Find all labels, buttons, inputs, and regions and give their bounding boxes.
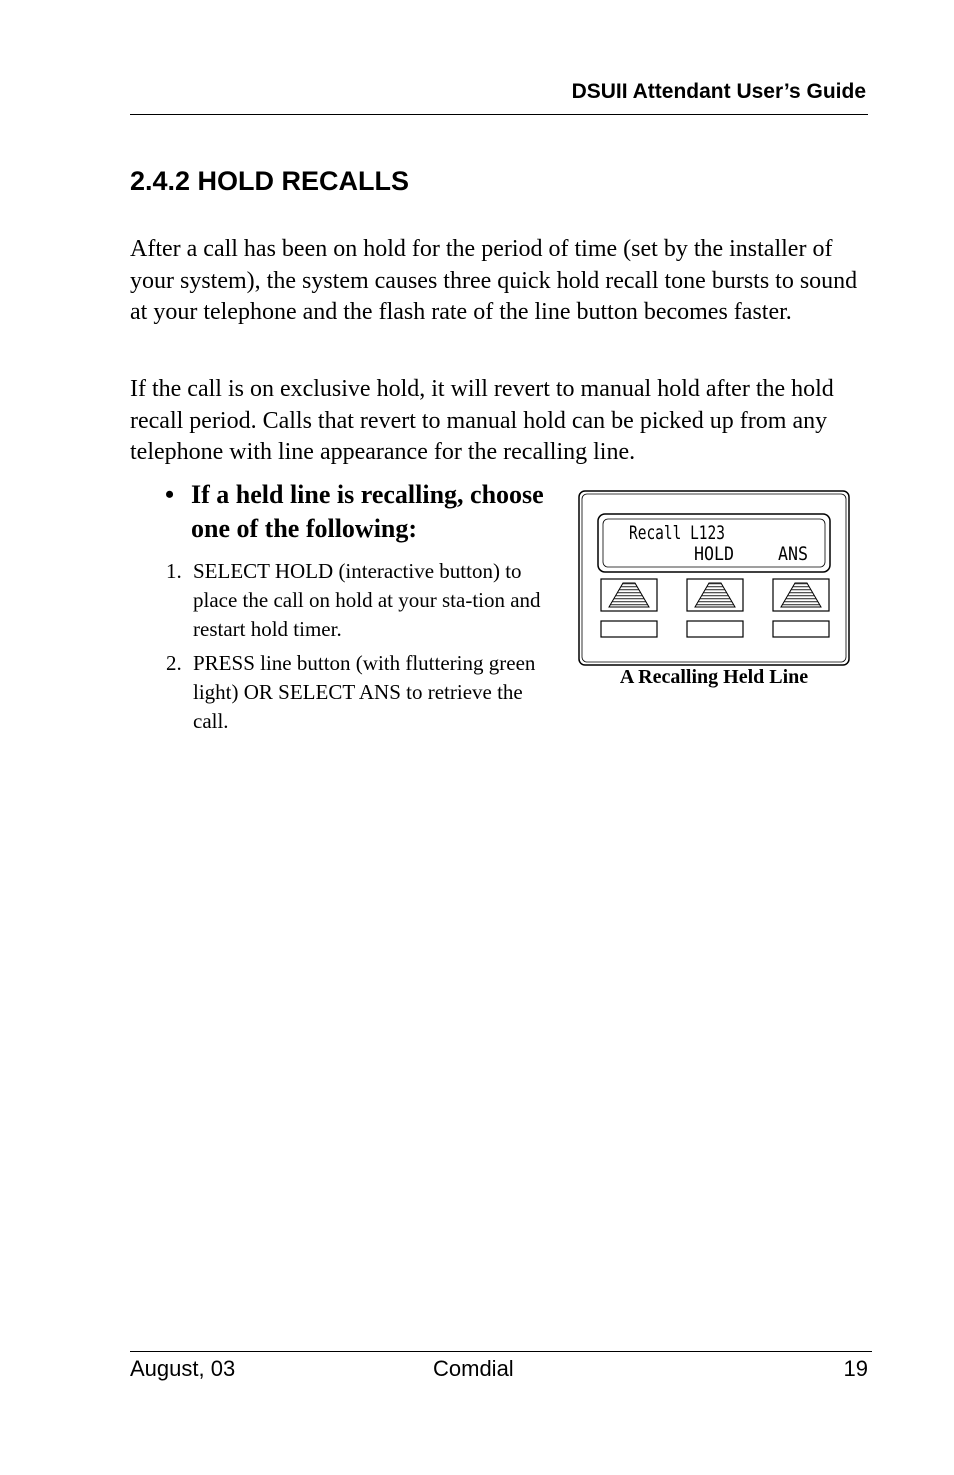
softkey-button-1[interactable] — [601, 579, 657, 611]
figure-caption: A Recalling Held Line — [619, 666, 809, 688]
page-number: 19 — [843, 1356, 868, 1381]
softkey-button-3[interactable] — [773, 579, 829, 611]
footer-date: August, 03 — [130, 1356, 236, 1381]
step-text: PRESS line button (with fluttering green light) OR SELECT ANS to retrieve the call. — [193, 651, 536, 733]
display-softkey-hold: HOLD — [694, 543, 734, 565]
section-heading: 2.4.2 HOLD RECALLS — [130, 166, 410, 196]
phone-display-illustration — [578, 490, 850, 666]
phone-display-figure — [578, 490, 850, 671]
bullet-text: If a held line is recalling, choose one of the following: — [191, 480, 544, 543]
bullet-instruction — [165, 478, 565, 546]
softkey-label-strip-2 — [687, 621, 743, 637]
step-number: 1. — [166, 559, 182, 583]
paragraph-hold-recall-intro: After a call has been on hold for the period of time (set by the installer of your system), the system causes three quick hold recall tone bursts to sound at your telephone and the flash rate of the line button becomes faster. — [130, 236, 858, 325]
footer-rule — [130, 1351, 872, 1352]
softkey-label-strip-1 — [601, 621, 657, 637]
softkey-label-strip-3 — [773, 621, 829, 637]
paragraph-exclusive-hold: If the call is on exclusive hold, it will revert to manual hold after the hold recall period. Calls that revert to manual hold can be picked up from any telephone with line appearance for the recalling line. — [130, 376, 834, 465]
step-number: 2. — [166, 651, 182, 675]
softkey-button-2[interactable] — [687, 579, 743, 611]
step-item-1 — [166, 557, 561, 644]
footer-company: Comdial — [433, 1356, 514, 1381]
display-line-1: Recall L123 — [629, 522, 725, 544]
bullet-marker: • — [165, 480, 175, 509]
header-rule — [130, 114, 868, 115]
display-softkey-ans: ANS — [778, 543, 808, 565]
step-text: SELECT HOLD (interactive button) to place the call on hold at your sta-tion and restart hold timer. — [193, 559, 541, 641]
header-title: DSUII Attendant User’s Guide — [571, 80, 866, 103]
step-item-2 — [166, 649, 561, 736]
